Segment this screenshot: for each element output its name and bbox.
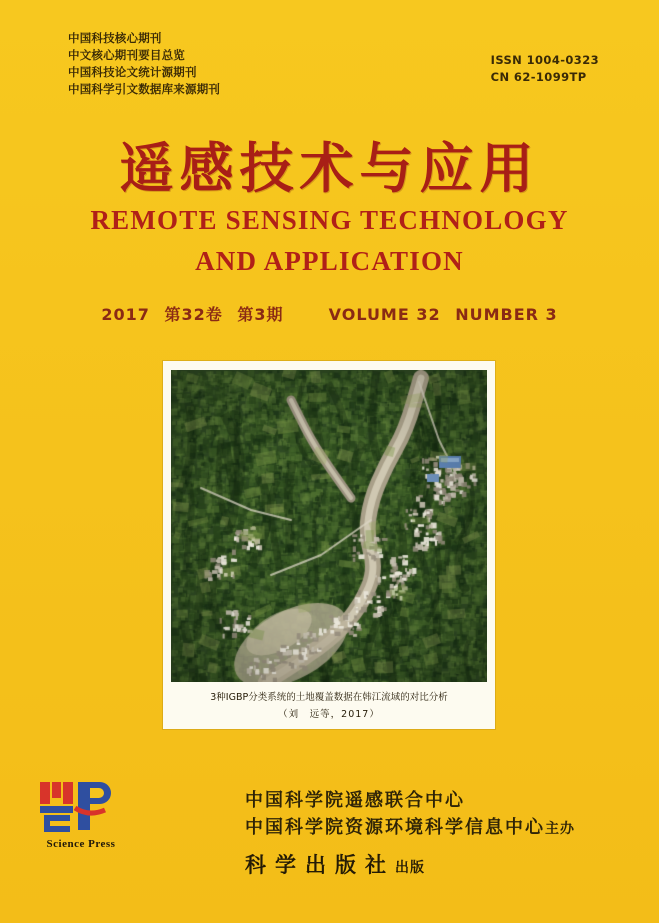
- issn-block: [491, 52, 599, 86]
- cover-photo: [171, 370, 487, 682]
- org-suffix: 主办: [545, 821, 575, 837]
- issue-number-cn: 第3期: [237, 305, 284, 324]
- title-en-line1: REMOTE SENSING TECHNOLOGY: [90, 205, 569, 235]
- caption-line1: 3种IGBP分类系统的土地覆盖数据在韩江流域的对比分析: [210, 692, 448, 703]
- cover-image-caption: [163, 689, 495, 723]
- publisher-block: [245, 787, 605, 879]
- publisher-org-line2: [245, 814, 605, 843]
- org-line1-text: 中国科学院遥感联合中心: [245, 790, 465, 811]
- page-title-en: [0, 200, 659, 282]
- issue-number-en: NUMBER 3: [455, 305, 558, 324]
- publisher-org-line1: [245, 787, 605, 814]
- cover-image-plate: [163, 361, 495, 729]
- issn-number: ISSN 1004-0323: [490, 53, 599, 67]
- logo-caption: Science Press: [46, 838, 116, 850]
- press-suffix: 出版: [395, 860, 425, 876]
- caption-line2: （刘 远等，2017）: [278, 709, 380, 720]
- logo-mark-icon: [38, 778, 122, 836]
- title-en-line2: AND APPLICATION: [195, 246, 464, 276]
- indexing-item-3: 中国科技论文统计源期刊: [68, 65, 197, 79]
- science-press-logo: [38, 778, 132, 860]
- indexing-item-1: 中国科技核心期刊: [68, 31, 162, 45]
- issue-volume-en: VOLUME 32: [328, 305, 441, 324]
- indexing-list: [68, 30, 220, 98]
- indexing-item-2: 中文核心期刊要目总览: [68, 48, 185, 62]
- issue-line: [0, 302, 659, 325]
- issue-year: 2017: [101, 305, 150, 324]
- sp-emblem-icon: [38, 778, 122, 836]
- indexing-item-4: 中国科学引文数据库来源期刊: [68, 82, 221, 96]
- press-line: [245, 849, 605, 879]
- cn-number: CN 62-1099TP: [490, 70, 587, 84]
- press-name: 科学出版社: [245, 853, 395, 877]
- satellite-image: [171, 370, 487, 682]
- page-title-cn: 遥感技术与应用: [119, 137, 540, 200]
- issue-volume-cn: 第32卷: [164, 305, 223, 324]
- org-line2-text: 中国科学院资源环境科学信息中心: [245, 817, 545, 838]
